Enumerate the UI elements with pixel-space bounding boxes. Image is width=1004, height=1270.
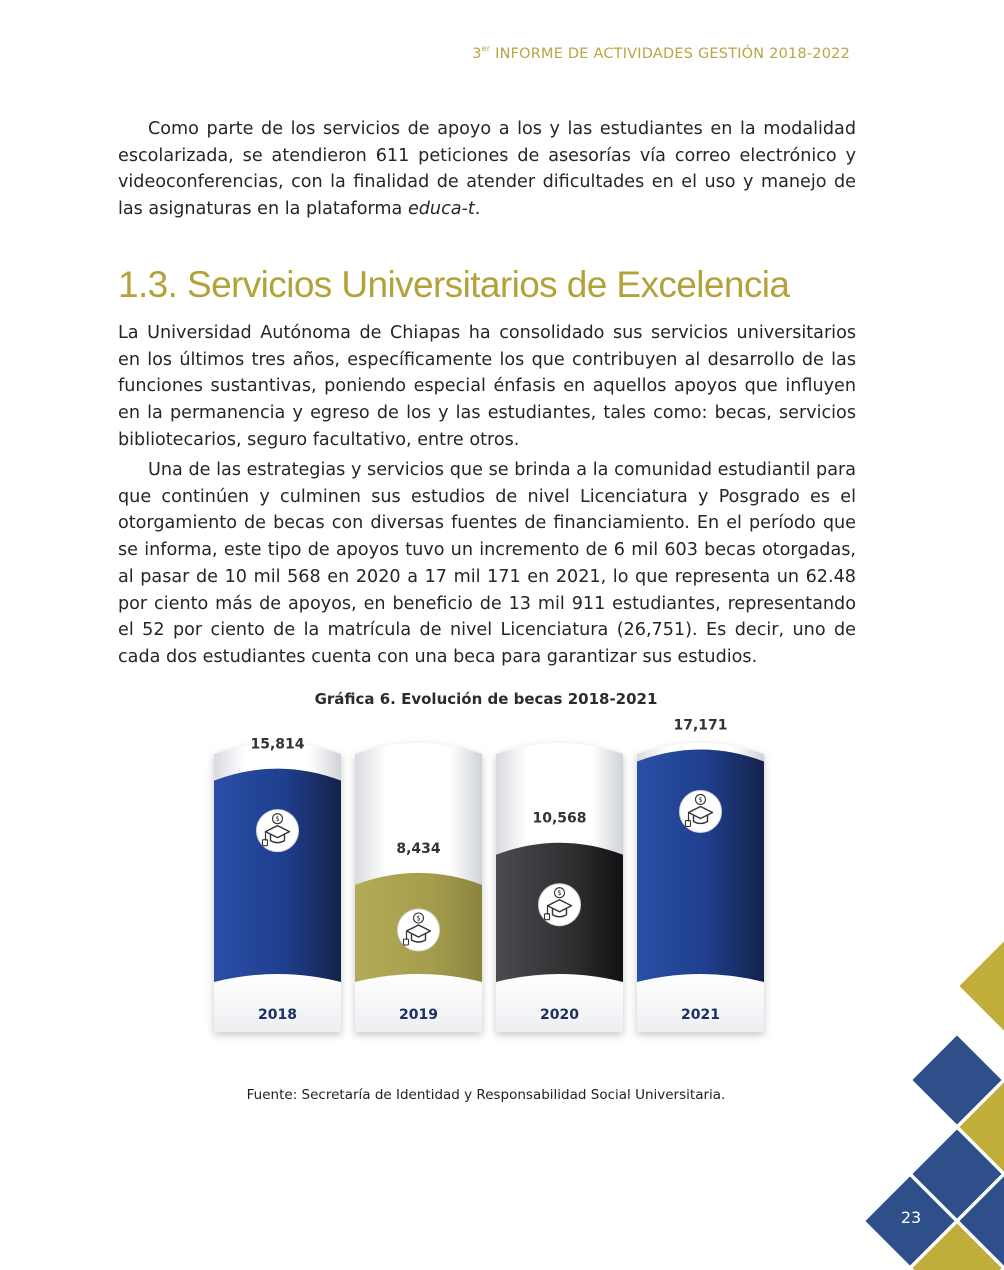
category-label: 2021 xyxy=(681,1007,720,1023)
svg-text:$: $ xyxy=(557,889,562,898)
chart-title: Gráfica 6. Evolución de becas 2018-2021 xyxy=(314,690,658,708)
bar-group-2019 xyxy=(355,743,482,1032)
value-label: 17,171 xyxy=(673,717,728,734)
paragraph-becas: Una de las estrategias y servicios que se brinda a la comunidad estudiantil para que continúen y culminen sus estudios de nivel Licenciatura y Posgrado es el otorgamiento de becas con diversas fuentes de financiamiento. En el período que se informa, este tipo de apoyos tuvo un incremento de 6 mil 603 becas otorgadas, al pasar de 10 mil 568 en 2020 a 17 mil 171 en 2021, lo que representa un 62.48 por ciento más de apoyos, en beneficio de 13 mil 911 estudiantes, representando el 52 por ciento de la matrícula de nivel Licenciatura (26,751). Es decir, uno de cada dos estudiantes cuenta con una beca para garantizar sus estudios. xyxy=(118,460,856,667)
category-label: 2018 xyxy=(258,1007,297,1023)
graduation-cap-money-icon xyxy=(257,810,299,852)
svg-text:$: $ xyxy=(275,815,280,824)
header-ordinal: 3 xyxy=(472,46,482,62)
bar-group-2018 xyxy=(214,737,341,1032)
category-label: 2019 xyxy=(399,1007,438,1023)
bar-2021 xyxy=(637,749,764,990)
category-label: 2020 xyxy=(540,1007,579,1023)
graduation-cap-money-icon xyxy=(539,884,581,926)
bar-group-2021 xyxy=(637,717,764,1032)
bar-group-2020 xyxy=(496,743,623,1032)
paragraph-servicios: La Universidad Autónoma de Chiapas ha consolidado sus servicios universitarios en los últimos tres años, específicamente los que contribuyen al desarrollo de las funciones sustantivas, poniendo especial énfasis en aquellos apoyos que influyen en la permanencia y egreso de los y las estudiantes, tales como: becas, servicios bibliotecarios, seguro facultativo, entre otros. xyxy=(118,323,856,450)
value-label: 15,814 xyxy=(250,736,305,753)
bar-base xyxy=(637,974,764,1032)
section-title: 1.3. Servicios Universitarios de Excelencia xyxy=(118,264,790,305)
header-ordinal-suffix: er xyxy=(481,44,491,53)
chart-source: Fuente: Secretaría de Identidad y Responsabilidad Social Universitaria. xyxy=(246,1087,726,1103)
svg-text:$: $ xyxy=(698,795,703,804)
graduation-cap-money-icon xyxy=(680,790,722,832)
header-title: INFORME DE ACTIVIDADES GESTIÓN 2018-2022 xyxy=(495,46,850,62)
graduation-cap-money-icon xyxy=(398,909,440,951)
paragraph-asesorias-end: . xyxy=(474,199,481,220)
value-label: 10,568 xyxy=(532,810,587,827)
paragraph-asesorias-text: Como parte de los servicios de apoyo a los y las estudiantes en la modalidad escolarizada, se atendieron 611 peticiones de asesorías vía correo electrónico y videoconferencias, con la finalidad de atender dificultades en el uso y manejo de las asignaturas en la plataforma xyxy=(118,119,856,220)
decorative-diamond xyxy=(958,940,1004,1032)
bar-base xyxy=(496,974,623,1032)
bar-base xyxy=(214,974,341,1032)
page-number: 23 xyxy=(900,1208,922,1227)
bar-2018 xyxy=(214,769,341,990)
svg-text:$: $ xyxy=(416,914,421,923)
value-label: 8,434 xyxy=(396,840,441,857)
bar-base xyxy=(355,974,482,1032)
platform-name: educa-t xyxy=(407,199,475,220)
